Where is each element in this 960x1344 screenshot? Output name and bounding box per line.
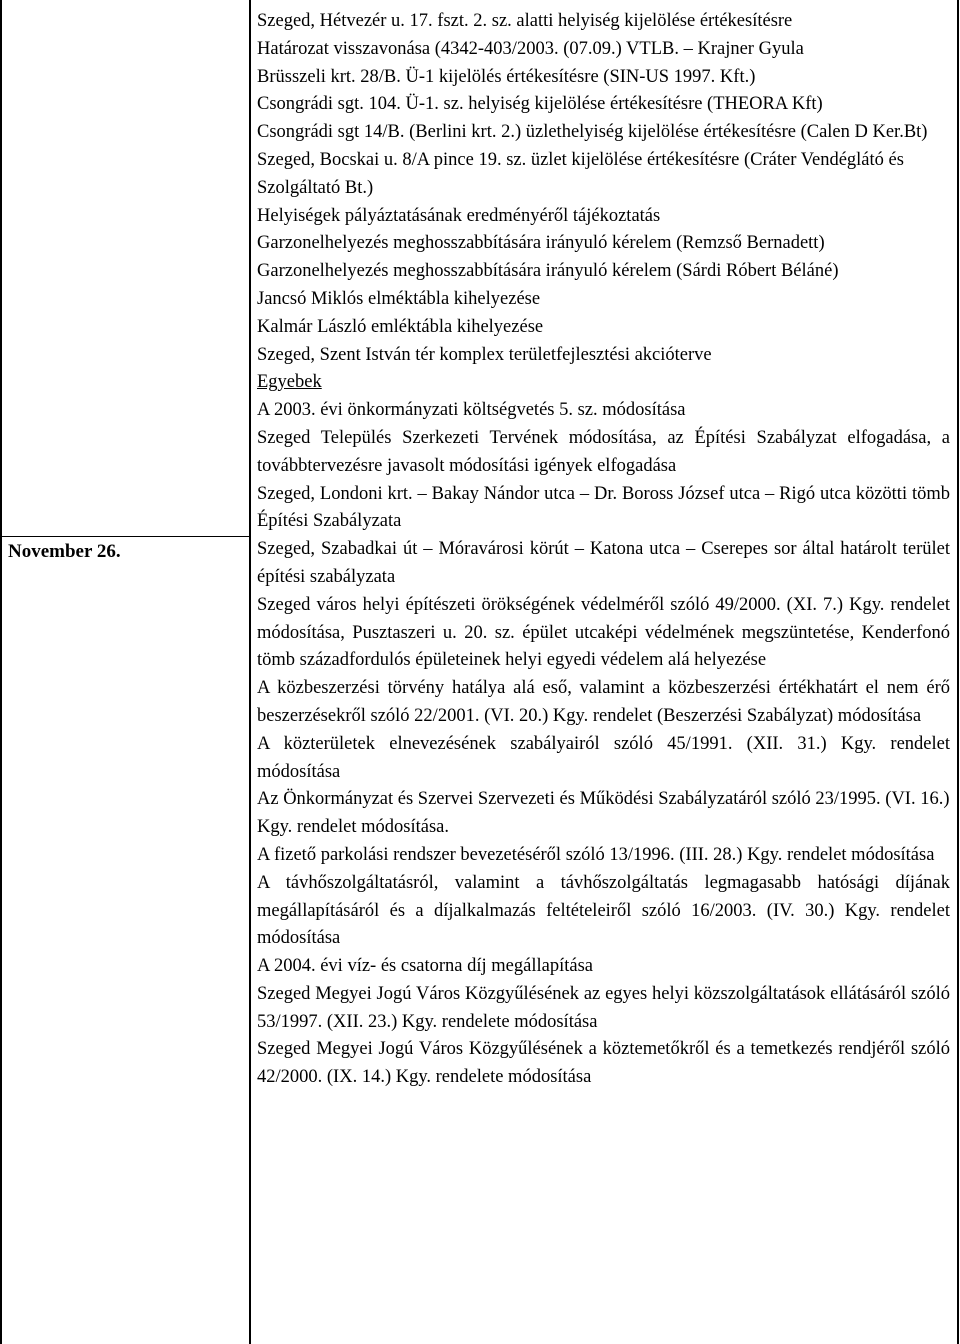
agenda-items-list	[257, 8, 950, 1092]
agenda-item: Az Önkormányzat és Szervei Szervezeti és Működési Szabályzatáról szóló 23/1995. (VI. 16.) Kgy. rendelet módosítása.	[257, 789, 950, 838]
table-left-border	[0, 0, 2, 1344]
date-separator-line	[0, 536, 250, 537]
agenda-item: Szeged, Bocskai u. 8/A pince 19. sz. üzlet kijelölése értékesítésre (Cráter Vendéglátó és Szolgáltató Bt.)	[257, 149, 904, 198]
agenda-item: Szeged, Szent István tér komplex területfejlesztési akcióterve	[257, 344, 712, 365]
agenda-item: A távhőszolgáltatásról, valamint a távhőszolgáltatás legmagasabb hatósági díjának megállapításáról és a díjalkalmazás feltételeiről szóló 16/2003. (IV. 30.) Kgy. rendelet módosítása	[257, 872, 950, 949]
agenda-item: Kalmár László emléktábla kihelyezése	[257, 316, 544, 337]
agenda-item: Szeged Megyei Jogú Város Közgyűlésének az egyes helyi közszolgáltatások ellátásáról szóló 53/1997. (XII. 23.) Kgy. rendelete módosítása	[257, 983, 950, 1032]
agenda-item: Jancsó Miklós elméktábla kihelyezése	[257, 288, 541, 309]
meeting-date: November 26.	[8, 541, 121, 562]
table-right-border	[957, 0, 959, 1344]
agenda-item: Szeged Település Szerkezeti Tervének módosítása, az Építési Szabályzat elfogadása, a továbbtervezésre javasolt módosítási igények elfogadása	[257, 427, 950, 476]
agenda-item: A közterületek elnevezésének szabályairól szóló 45/1991. (XII. 31.) Kgy. rendelet módosítása	[257, 733, 950, 782]
agenda-item: A közbeszerzési törvény hatálya alá eső, valamint a közbeszerzési értékhatárt el nem érő beszerzésekről szóló 22/2001. (VI. 20.) Kgy. rendelet (Beszerzési Szabályzat) módosítása	[257, 678, 950, 726]
agenda-item: Garzonelhelyezés meghosszabbítására irányuló kérelem (Sárdi Róbert Béláné)	[257, 261, 839, 282]
agenda-item: Határozat visszavonása (4342-403/2003. (07.09.) VTLB. – Krajner Gyula	[257, 38, 804, 59]
agenda-item: A 2003. évi önkormányzati költségvetés 5. sz. módosítása	[257, 400, 686, 421]
agenda-item: Szeged Megyei Jogú Város Közgyűlésének a köztemetőkről és a temetkezés rendjéről szóló 42/2000. (IX. 14.) Kgy. rendelete módosítása	[257, 1039, 950, 1088]
agenda-item: Szeged, Hétvezér u. 17. fszt. 2. sz. alatti helyiség kijelölése értékesítésre	[257, 11, 793, 31]
agenda-item: Brüsszeli krt. 28/B. Ü-1 kijelölés értékesítésre (SIN-US 1997. Kft.)	[257, 66, 756, 87]
agenda-item: Szeged, Londoni krt. – Bakay Nándor utca – Dr. Boross József utca – Rigó utca közötti tömb Építési Szabályzata	[257, 483, 950, 532]
agenda-item: Szeged város helyi építészeti örökségének védelméről szóló 49/2000. (XI. 7.) Kgy. rendelet módosítása, Pusztaszeri u. 20. sz. épület utcaképi védelmének megszüntetése, Kenderfonó tömb századfordulós épületeinek helyi egyedi védelem alá helyezése	[257, 594, 950, 671]
agenda-item: A 2004. évi víz- és csatorna díj megállapítása	[257, 956, 593, 977]
agenda-item: Csongrádi sgt 14/B. (Berlini krt. 2.) üzlethelyiség kijelölése értékesítésre (Calen D Ker.Bt)	[257, 122, 928, 143]
agenda-item: A fizető parkolási rendszer bevezetéséről szóló 13/1996. (III. 28.) Kgy. rendelet módosítása	[257, 844, 935, 865]
agenda-item: Szeged, Szabadkai út – Móravárosi körút – Katona utca – Cserepes sor által határolt terület építési szabályzata	[257, 539, 950, 587]
agenda-item: Egyebek	[257, 372, 322, 393]
agenda-item: Garzonelhelyezés meghosszabbítására irányuló kérelem (Remzső Bernadett)	[257, 233, 825, 254]
agenda-item: Csongrádi sgt. 104. Ü-1. sz. helyiség kijelölése értékesítésre (THEORA Kft)	[257, 94, 823, 115]
agenda-item: Helyiségek pályáztatásának eredményéről tájékoztatás	[257, 205, 661, 226]
column-divider	[249, 0, 251, 1344]
